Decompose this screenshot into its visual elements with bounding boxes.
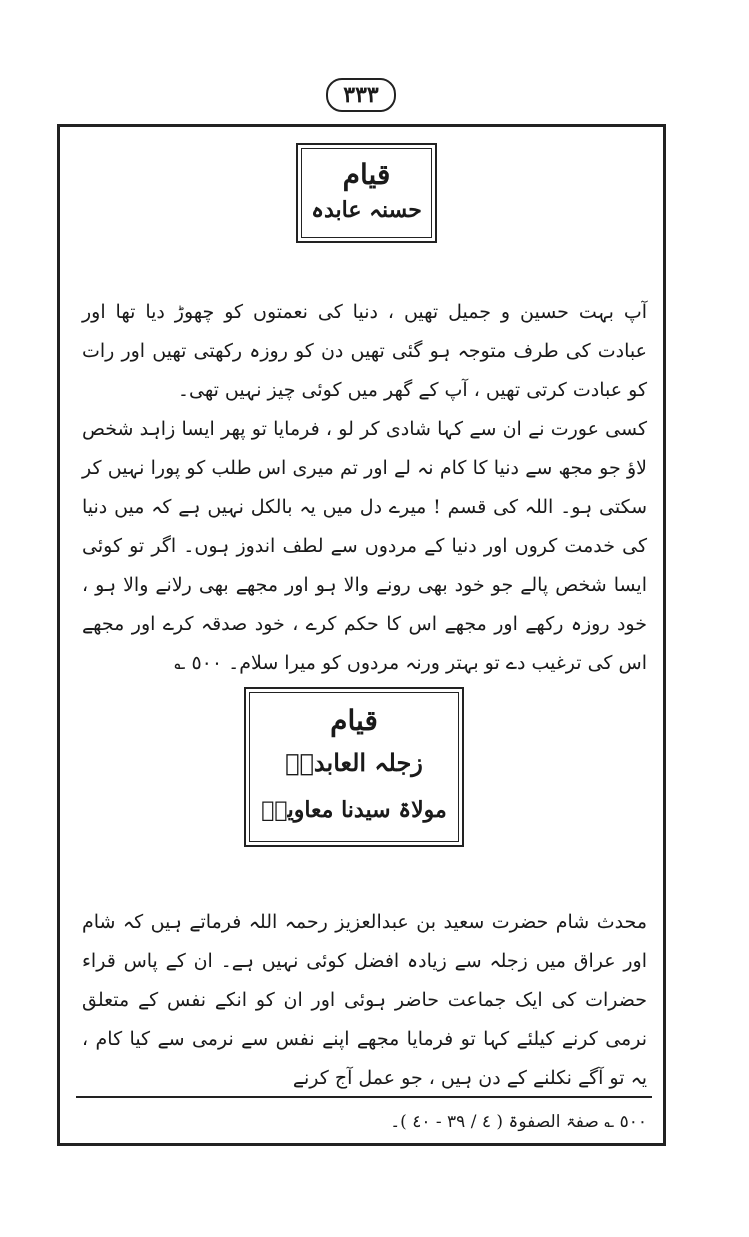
paragraph-hasna-marriage: کسی عورت نے ان سے کہا شادی کر لو ، فرمایا تو پھر ایسا زاہد شخص لاؤ جو مجھ سے دنیا کا کام نہ لے اور تم میری اس طلب کو پورا نہیں کر سکتی ہو۔ اللہ کی قسم ! میرے دل میں یہ بالکل نہیں ہے کہ میں دنیا کی خدمت کروں اور دنیا کے مردوں سے لطف اندوز ہوں۔ اگر تو کوئی ایسا شخص پالے جو خود بھی رونے والا ہو اور مجھے بھی رلانے والا ہو ، خود روزہ رکھے اور مجھے اس کا حکم کرے ، خود صدقہ کرے اور مجھے اس کی ترغیب دے تو بہتر ورنہ مردوں کو میرا سلام۔ ٥٠٠ ؎	[82, 418, 647, 674]
footnote-divider	[76, 1096, 652, 1098]
section-heading: قیام	[342, 158, 391, 191]
paragraph-zajla: محدث شام حضرت سعید بن عبدالعزیز رحمہ اللہ فرماتے ہیں کہ شام اور عراق میں زجلہ سے زیادہ افضل کوئی نہیں ہے۔ ان کے پاس قراء حضرات کی ایک جماعت حاضر ہوئی اور ان کو انکے نفس کے متعلق نرمی کرنے کیلئے کہا تو فرمایا مجھے اپنے نفس سے نرمی سے کیا کام ، یہ تو آگے نکلنے کے دن ہیں ، جو عمل آج کرنے	[82, 911, 647, 1089]
page-frame	[57, 124, 666, 1146]
page-number: ٣٣٣	[326, 78, 396, 112]
section-heading: قیام	[330, 704, 378, 737]
section-heading-box-zajla	[244, 687, 464, 847]
paragraph-hasna-intro: آپ بہت حسین و جمیل تھیں ، دنیا کی نعمتوں کو چھوڑ دیا تھا اور عبادت کی طرف متوجہ ہو گئی تھیں دن کو روزہ رکھتی تھیں اور رات کو عبادت کرتی تھیں ، آپ کے گھر میں کوئی چیز نہیں تھی۔	[82, 301, 647, 401]
section-subheading: حسنہ عابدہ	[311, 197, 422, 223]
section-subheading: زجلہ العابدہؒ	[285, 748, 423, 777]
footnote: ٥٠٠ ؎ صفۃ الصفوۃ ( ٤ / ٣٩ - ٤٠ )۔	[390, 1112, 647, 1132]
section-heading-box-hasna	[296, 143, 437, 243]
section-subheading-secondary: مولاۃ سیدنا معاویہؓ	[261, 797, 447, 823]
